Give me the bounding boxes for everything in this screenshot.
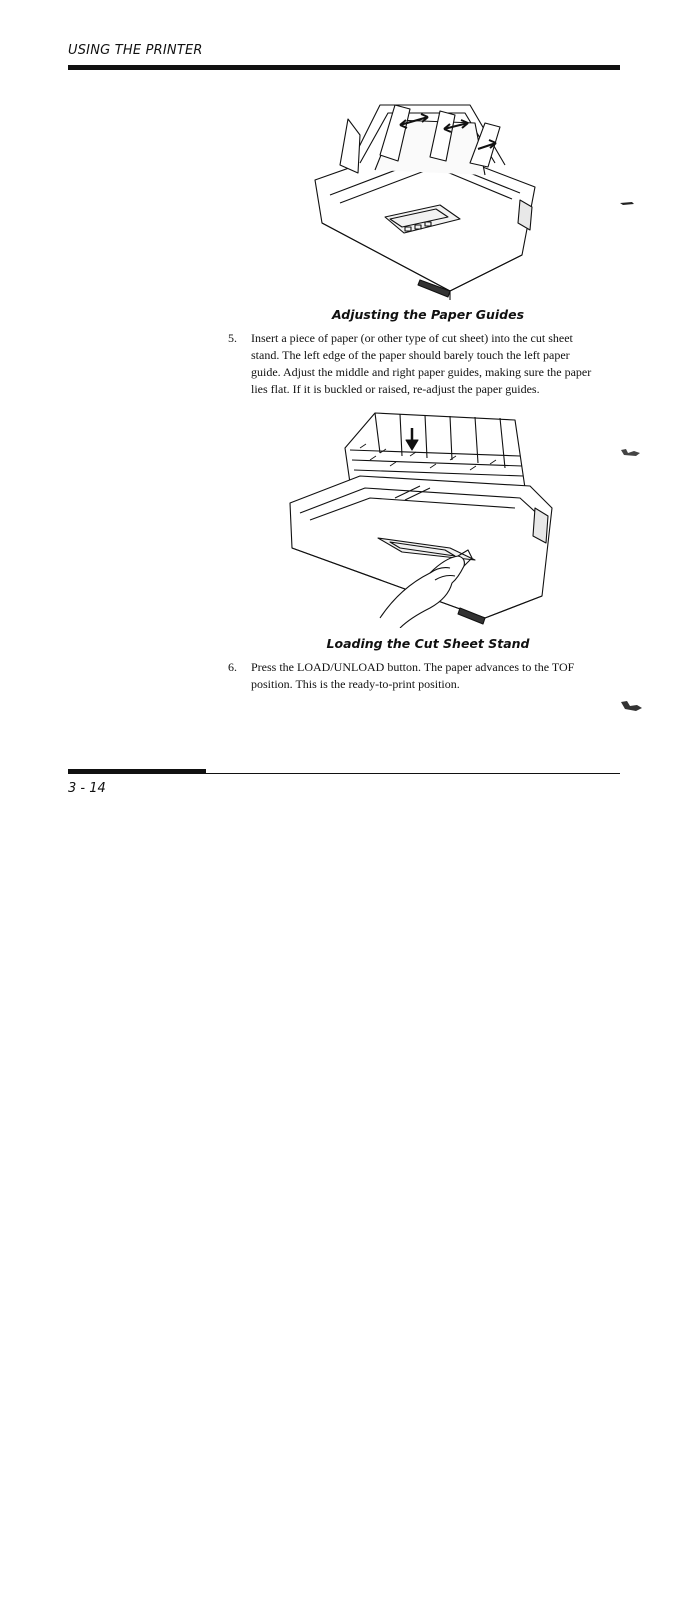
- scan-mark: [620, 700, 644, 712]
- figure-caption: Loading the Cut Sheet Stand: [326, 636, 530, 651]
- step-number: 5.: [228, 331, 237, 345]
- step-text: Press the LOAD/UNLOAD button. The paper advances to the TOF position. This is the ready-to-print position.: [251, 660, 575, 691]
- figure-loading-cut-sheet-stand: [280, 408, 570, 628]
- step-item: [228, 659, 598, 693]
- figure-caption: Adjusting the Paper Guides: [331, 307, 525, 322]
- figure-adjusting-paper-guides: [300, 95, 550, 300]
- step-number: 6.: [228, 660, 237, 674]
- running-header: USING THE PRINTER: [68, 43, 203, 58]
- step-text: Insert a piece of paper (or other type of cut sheet) into the cut sheet stand. The left edge of the paper should barely touch the left paper guide. Adjust the middle and right paper guides, making sure the paper lies flat. If it is buckled or raised, re-adjust the paper guides.: [251, 331, 592, 396]
- footer-rule-thin: [206, 773, 620, 774]
- scan-mark: [620, 447, 642, 457]
- scan-mark: [620, 200, 634, 206]
- footer-rule-thick: [68, 769, 206, 774]
- header-rule: [68, 65, 620, 70]
- step-item: [228, 330, 598, 398]
- page-number: 3 - 14: [68, 781, 106, 796]
